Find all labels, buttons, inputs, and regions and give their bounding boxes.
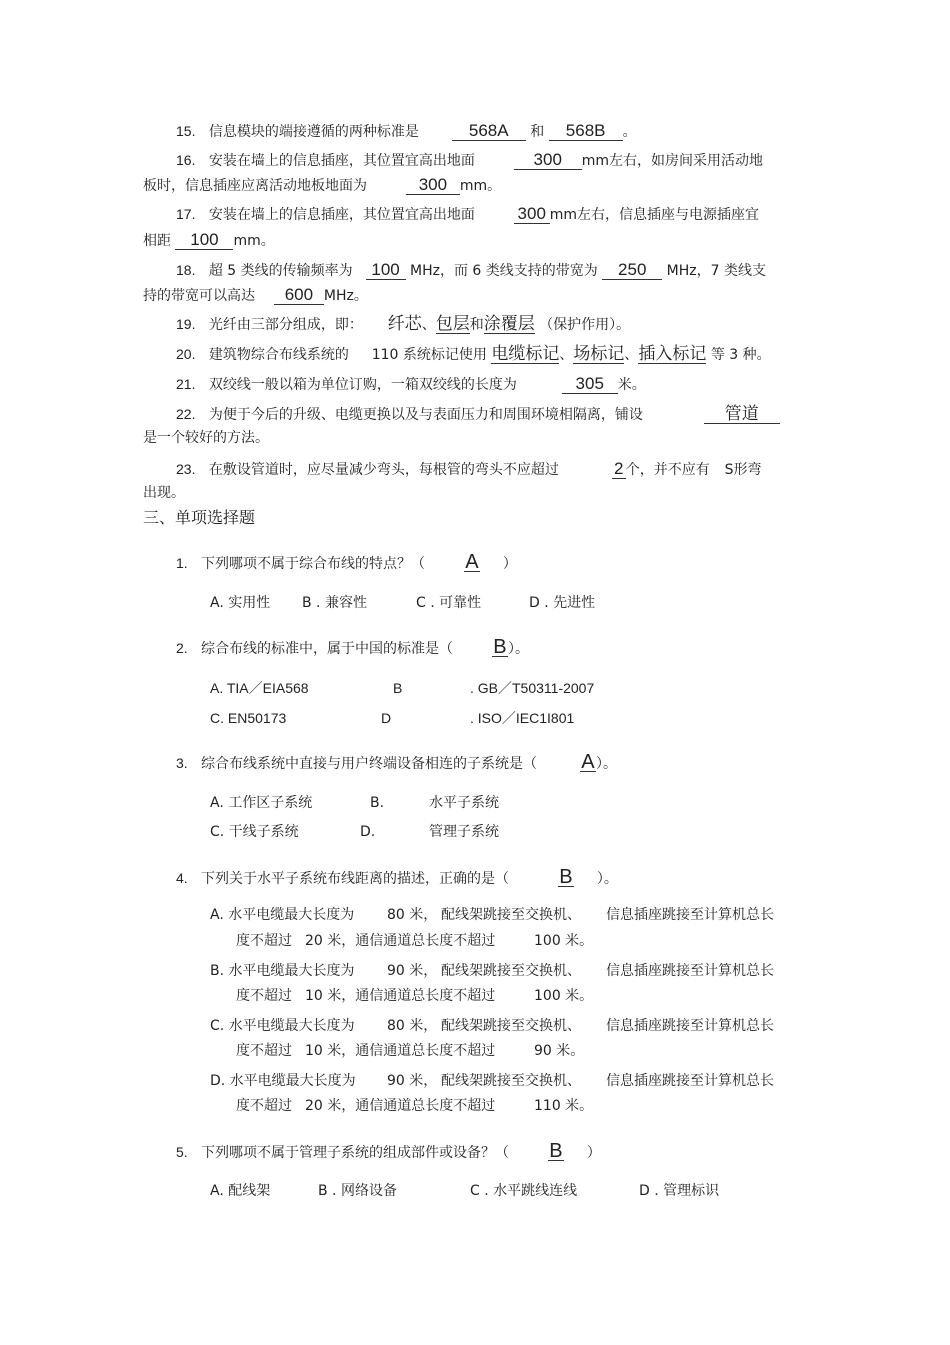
punctuation: ）。 <box>595 756 617 772</box>
option-text: 80 米， <box>387 907 438 923</box>
option-text: 10 米，通信通道总长度不超过 <box>305 988 496 1004</box>
question-text: 持的带宽可以高达 <box>143 288 255 304</box>
unit-text: MHz。 <box>323 288 368 304</box>
section-title: 三、单项选择题 <box>143 508 256 527</box>
option-d-letter: D <box>381 710 392 726</box>
separator: 、 <box>624 347 639 363</box>
question-number: 2. <box>176 640 188 656</box>
question-text-cont: （保护作用）。 <box>539 317 631 333</box>
question-16 <box>176 151 763 170</box>
question-text: 为便于今后的升级、电缆更换以及与表面压力和周围环境相隔离，铺设 <box>208 407 643 423</box>
question-text: 相距 <box>143 233 171 249</box>
question-text-cont: 110 系统标记使用 <box>371 347 487 363</box>
option-text: 配线架跳接至交换机、 <box>441 907 581 923</box>
question-text: 安装在墙上的信息插座，其位置宜高出地面 <box>208 153 475 169</box>
answer-blank: 300 <box>514 151 582 170</box>
option-text: 100 米。 <box>534 988 594 1004</box>
option-d: D . 先进性 <box>529 595 596 611</box>
option-text: 信息插座跳接至计算机总长 <box>606 907 774 923</box>
question-number: 15. <box>176 123 196 139</box>
option-text: A. 水平电缆最大长度为 <box>210 907 355 923</box>
option-text: 20 米，通信通道总长度不超过 <box>305 1098 496 1114</box>
question-text: 安装在墙上的信息插座，其位置宜高出地面 <box>208 207 475 223</box>
question-number: 20. <box>176 346 196 362</box>
question-text-cont: mm左右，信息插座与电源插座宜 <box>549 207 760 223</box>
option-text: 度不超过 <box>236 1098 292 1114</box>
question-number: 23. <box>176 461 196 477</box>
question-text: 板时，信息插座应离活动地板地面为 <box>143 178 367 194</box>
option-text: 配线架跳接至交换机、 <box>441 1073 581 1089</box>
unit-text: 米。 <box>617 377 646 393</box>
question-22 <box>176 405 780 424</box>
question-23 <box>176 460 762 479</box>
question-text: 在敷设管道时，应尽量减少弯头，每根管的弯头不应超过 <box>208 462 559 478</box>
option-a: A. 工作区子系统 <box>210 795 313 811</box>
answer-blank: 2 <box>612 460 626 479</box>
option-text: 信息插座跳接至计算机总长 <box>606 1018 774 1034</box>
answer-blank: 250 <box>602 261 662 280</box>
punctuation: ） <box>586 1145 601 1161</box>
answer-blank: 100 <box>175 231 233 250</box>
question-23-line2 <box>143 485 185 501</box>
option-text: 110 米。 <box>534 1098 594 1114</box>
option-a: A. 配线架 <box>210 1183 271 1199</box>
answer-blank: B <box>549 1140 563 1162</box>
question-number: 16. <box>176 152 196 168</box>
option-text: 度不超过 <box>236 1043 292 1059</box>
question-18 <box>176 261 766 280</box>
question-number: 3. <box>176 755 188 771</box>
choice-question-3 <box>176 753 617 772</box>
question-18-line2 <box>143 286 368 305</box>
question-text-cont: MHz，而 6 类线支持的带宽为 <box>410 263 598 279</box>
option-text: 信息插座跳接至计算机总长 <box>606 963 774 979</box>
punctuation: ）。 <box>596 871 618 887</box>
option-text: B. 水平电缆最大长度为 <box>210 963 355 979</box>
option-a: A. 实用性 <box>210 595 271 611</box>
answer-blank: 305 <box>562 375 618 394</box>
option-b: 水平子系统 <box>429 795 499 811</box>
question-text: 双绞线一般以箱为单位订购，一箱双绞线的长度为 <box>208 377 517 393</box>
question-number: 5. <box>176 1144 188 1160</box>
option-text: 20 米，通信通道总长度不超过 <box>305 933 496 949</box>
question-text-cont: S形弯 <box>724 462 762 478</box>
option-a: A. TIA／EIA568 <box>210 680 309 696</box>
question-text: 出现。 <box>143 485 185 501</box>
option-d: 管理子系统 <box>429 824 499 840</box>
choice-question-1 <box>176 553 517 572</box>
answer-blank: 568B <box>549 122 623 141</box>
choice-question-5 <box>176 1142 601 1161</box>
question-text: 下列关于水平子系统布线距离的描述，正确的是（ <box>201 871 510 887</box>
question-text: 下列哪项不属于综合布线的特点？（ <box>201 556 426 572</box>
answer-blank: 300 <box>514 205 550 224</box>
option-b: . GB／T50311-2007 <box>470 680 595 696</box>
question-text: 超 5 类线的传输频率为 <box>208 263 353 279</box>
question-16-line2 <box>143 176 501 195</box>
unit-text: mm。 <box>459 178 502 194</box>
answer-blank: 600 <box>274 286 324 305</box>
answer-blank: B <box>493 636 507 658</box>
answer-blank: 纤芯 <box>387 314 422 333</box>
question-text: 建筑物综合布线系统的 <box>208 347 349 363</box>
option-text: 配线架跳接至交换机、 <box>441 963 581 979</box>
question-text-cont: MHz，7 类线支 <box>666 263 766 279</box>
separator: 和 <box>469 317 484 333</box>
question-20 <box>176 345 771 364</box>
choice-question-2 <box>176 638 529 657</box>
question-22-line2 <box>143 430 269 446</box>
option-text: 90 米。 <box>534 1043 585 1059</box>
option-c: C. 干线子系统 <box>210 824 299 840</box>
question-17 <box>176 205 759 224</box>
answer-blank: 涂覆层 <box>483 314 535 333</box>
question-21 <box>176 375 646 394</box>
question-19 <box>176 315 630 334</box>
answer-blank: 插入标记 <box>638 344 707 363</box>
connector-text: 和 <box>530 124 545 140</box>
option-d: . ISO／IEC1I801 <box>470 710 575 726</box>
question-number: 18. <box>176 262 196 278</box>
option-text: 信息插座跳接至计算机总长 <box>606 1073 774 1089</box>
question-text: 光纤由三部分组成，即： <box>208 317 363 333</box>
option-c: C . 可靠性 <box>416 595 482 611</box>
option-text: 100 米。 <box>534 933 594 949</box>
option-d: D . 管理标识 <box>639 1183 720 1199</box>
question-text: 综合布线的标准中，属于中国的标准是（ <box>201 641 454 657</box>
question-number: 17. <box>176 206 196 222</box>
option-b: B . 兼容性 <box>302 595 367 611</box>
question-text: 下列哪项不属于管理子系统的组成部件或设备？（ <box>201 1145 510 1161</box>
option-text: 配线架跳接至交换机、 <box>441 1018 581 1034</box>
option-text: 80 米， <box>387 1018 438 1034</box>
answer-blank: 100 <box>366 261 406 280</box>
punctuation: 。 <box>622 124 637 140</box>
question-text: 是一个较好的方法。 <box>143 430 269 446</box>
option-text: D. 水平电缆最大长度为 <box>210 1073 356 1089</box>
answer-blank: A <box>581 751 595 773</box>
question-number: 19. <box>176 316 196 332</box>
question-text: 综合布线系统中直接与用户终端设备相连的子系统是（ <box>201 756 538 772</box>
answer-blank: A <box>465 551 479 573</box>
choice-question-4 <box>176 868 618 887</box>
separator: 、 <box>421 317 436 333</box>
option-d-letter: D. <box>360 824 376 840</box>
question-text-cont: mm左右，如房间采用活动地 <box>581 153 764 169</box>
question-15 <box>176 122 637 141</box>
answer-blank: 包层 <box>435 314 470 333</box>
answer-blank: 场标记 <box>573 344 625 363</box>
question-number: 1. <box>176 555 188 571</box>
question-number: 4. <box>176 870 188 886</box>
question-number: 22. <box>176 406 196 422</box>
punctuation: ） <box>502 556 517 572</box>
option-b-letter: B <box>393 680 403 696</box>
answer-blank: 管道 <box>704 405 780 424</box>
option-text: C. 水平电缆最大长度为 <box>210 1018 355 1034</box>
option-text: 10 米，通信通道总长度不超过 <box>305 1043 496 1059</box>
unit-text: mm。 <box>233 233 275 249</box>
answer-blank: B <box>559 866 573 888</box>
question-text: 信息模块的端接遵循的两种标准是 <box>208 124 419 140</box>
option-text: 度不超过 <box>236 933 292 949</box>
option-c: C . 水平跳线连线 <box>470 1183 578 1199</box>
answer-blank: 300 <box>406 176 460 195</box>
option-text: 90 米， <box>387 1073 438 1089</box>
option-text: 90 米， <box>387 963 438 979</box>
option-b: B . 网络设备 <box>318 1183 397 1199</box>
question-17-line2 <box>143 231 275 250</box>
option-b-letter: B. <box>370 795 385 811</box>
option-c: C. EN50173 <box>210 710 287 726</box>
punctuation: ）。 <box>507 641 529 657</box>
question-text-cont: 个，并不应有 <box>625 462 710 478</box>
separator: 、 <box>559 347 574 363</box>
question-text-cont: 等 3 种。 <box>710 347 771 363</box>
answer-blank: 568A <box>452 122 526 141</box>
option-text: 度不超过 <box>236 988 292 1004</box>
question-number: 21. <box>176 376 196 392</box>
answer-blank: 电缆标记 <box>491 344 560 363</box>
